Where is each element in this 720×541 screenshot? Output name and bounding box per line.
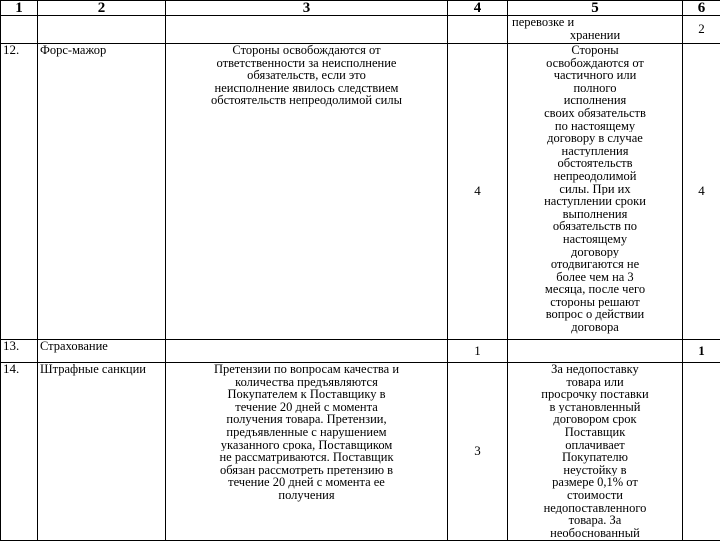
row-number: 14. <box>1 363 38 541</box>
row-rating: 2 <box>683 16 720 44</box>
description-line: Стороны освобождаются от <box>168 44 445 57</box>
clause-line: освобождаются от <box>510 57 680 70</box>
row-clause <box>508 340 683 363</box>
row-score: 3 <box>448 363 508 541</box>
header-col-3: 3 <box>166 1 448 16</box>
row-clause <box>508 16 683 44</box>
clause-line: настоящему <box>510 233 680 246</box>
row-rating: 4 <box>683 44 720 340</box>
row-score: 1 <box>448 340 508 363</box>
header-col-1: 1 <box>1 1 38 16</box>
clause-line: исполнения <box>510 94 680 107</box>
row-description <box>166 44 448 340</box>
table-row <box>1 16 720 44</box>
description-line: Претензии по вопросам качества и <box>168 363 445 376</box>
row-number <box>1 16 38 44</box>
clause-line: размере 0,1% от <box>510 476 680 489</box>
table-row <box>1 340 720 363</box>
row-name: Штрафные санкции <box>38 363 166 541</box>
clause-line: перевозке и <box>508 16 682 29</box>
table-row <box>1 363 720 541</box>
clause-line: Стороны <box>510 44 680 57</box>
row-number: 13. <box>1 340 38 363</box>
header-col-4: 4 <box>448 1 508 16</box>
clause-line: неустойку в <box>510 464 680 477</box>
clause-line: стороны решают <box>510 296 680 309</box>
header-col-2: 2 <box>38 1 166 16</box>
description-line: обязательств, если это <box>168 69 445 82</box>
clause-line: договору <box>510 246 680 259</box>
clause-line: отодвигаются не <box>510 258 680 271</box>
clause-line: обстоятельств <box>510 157 680 170</box>
clause-line: товара или <box>510 376 680 389</box>
clause-line: месяца, после чего <box>510 283 680 296</box>
clause-line: в установленный <box>510 401 680 414</box>
description-line: количества предъявляются <box>168 376 445 389</box>
row-score <box>448 16 508 44</box>
row-number: 12. <box>1 44 38 340</box>
row-rating: 1 <box>683 340 720 363</box>
row-clause <box>508 363 683 541</box>
clause-line: частичного или <box>510 69 680 82</box>
clause-line: непреодолимой <box>510 170 680 183</box>
clause-line: наступления <box>510 145 680 158</box>
row-name <box>38 16 166 44</box>
description-line: не рассматриваются. Поставщик <box>168 451 445 464</box>
description-line: неисполнение явилось следствием <box>168 82 445 95</box>
clause-line: просрочку поставки <box>510 388 680 401</box>
row-clause <box>508 44 683 340</box>
header-col-6: 6 <box>683 1 720 16</box>
description-line: ответственности за неисполнение <box>168 57 445 70</box>
row-description <box>166 363 448 541</box>
description-line: получения товара. Претензии, <box>168 413 445 426</box>
clause-line: наступлении сроки <box>510 195 680 208</box>
header-col-5: 5 <box>508 1 683 16</box>
clause-line: товара. За <box>510 514 680 527</box>
clause-line: своих обязательств <box>510 107 680 120</box>
row-description <box>166 16 448 44</box>
row-rating <box>683 363 720 541</box>
row-name: Страхование <box>38 340 166 363</box>
clause-line: Покупателю <box>510 451 680 464</box>
clause-line: Поставщик <box>510 426 680 439</box>
clause-line: более чем на 3 <box>510 271 680 284</box>
description-line: обстоятельств непреодолимой силы <box>168 94 445 107</box>
clause-line: стоимости <box>510 489 680 502</box>
description-line: получения <box>168 489 445 502</box>
clause-line: вопрос о действии <box>510 308 680 321</box>
clause-line: выполнения <box>510 208 680 221</box>
clause-line: За недопоставку <box>510 363 680 376</box>
row-name: Форс-мажор <box>38 44 166 340</box>
description-line: Покупателем к Поставщику в <box>168 388 445 401</box>
row-score: 4 <box>448 44 508 340</box>
clause-line: по настоящему <box>510 120 680 133</box>
clause-line: договором срок <box>510 413 680 426</box>
clause-line: необоснованный <box>510 527 680 540</box>
clause-line: недопоставленного <box>510 502 680 515</box>
clause-line: оплачивает <box>510 439 680 452</box>
description-line: течение 20 дней с момента <box>168 401 445 414</box>
clause-line: полного <box>510 82 680 95</box>
header-row <box>1 1 720 16</box>
clause-line: хранении <box>508 29 682 42</box>
row-description <box>166 340 448 363</box>
clause-line: договору в случае <box>510 132 680 145</box>
description-line: указанного срока, Поставщиком <box>168 439 445 452</box>
clause-line: договора <box>510 321 680 334</box>
description-line: предъявленные с нарушением <box>168 426 445 439</box>
description-line: обязан рассмотреть претензию в <box>168 464 445 477</box>
clause-line: обязательств по <box>510 220 680 233</box>
clause-line: силы. При их <box>510 183 680 196</box>
description-line: течение 20 дней с момента ее <box>168 476 445 489</box>
table-row <box>1 44 720 340</box>
